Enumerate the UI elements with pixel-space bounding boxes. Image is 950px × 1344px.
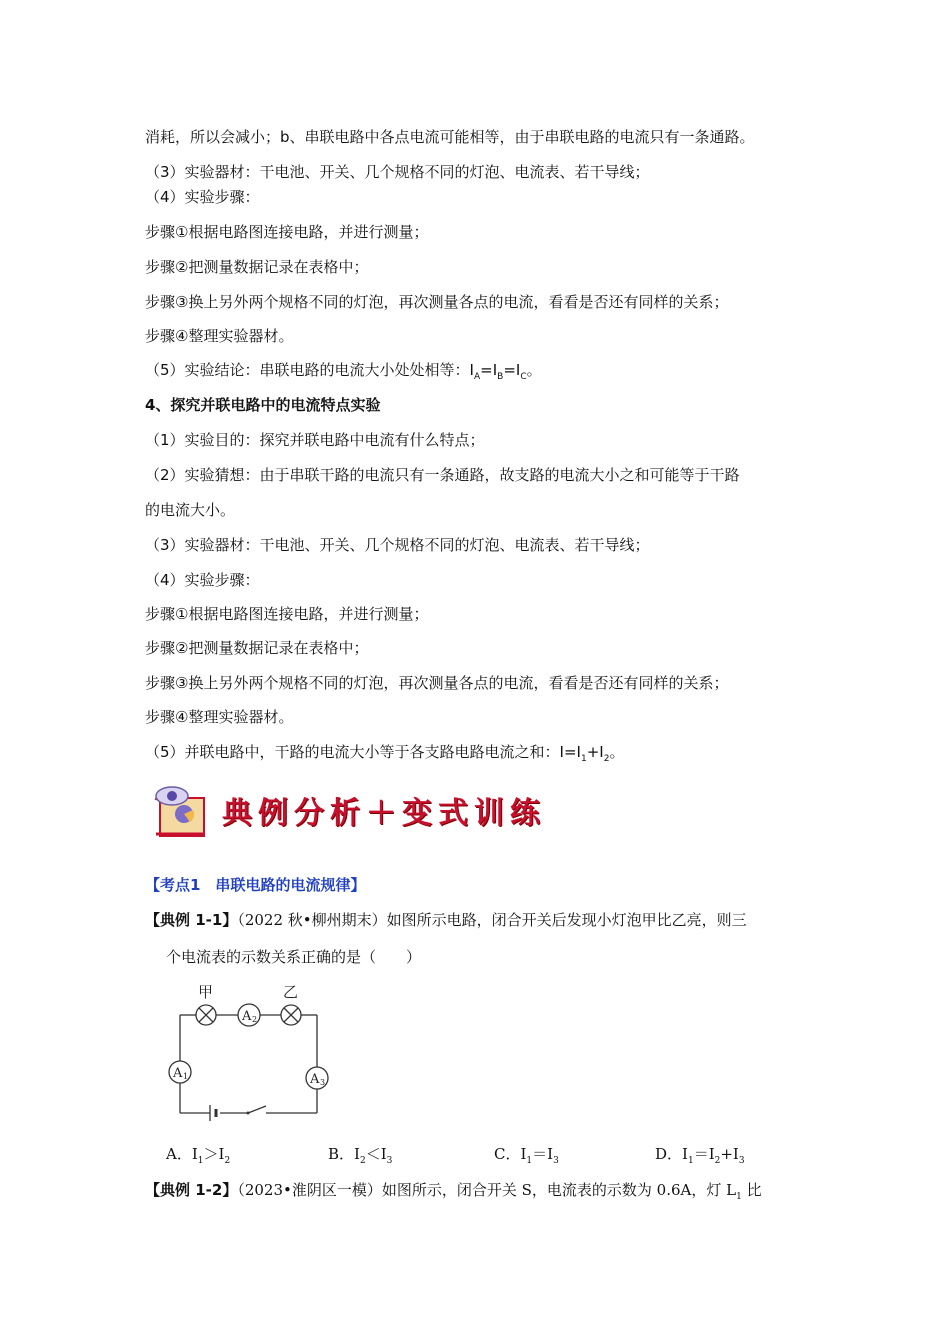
svg-text:A: A [310, 1072, 320, 1087]
text-line: 步骤④整理实验器材。 [145, 327, 294, 345]
example-tag: 【典例 1-1】 [145, 911, 238, 929]
text-line: 步骤①根据电路图连接电路，并进行测量； [145, 223, 429, 241]
example-1-2 [145, 1180, 762, 1207]
text-line: 步骤①根据电路图连接电路，并进行测量； [145, 605, 429, 623]
text-line: （2）实验猜想：由于串联干路的电流只有一条通路，故支路的电流大小之和可能等于干路 [145, 466, 740, 484]
conclusion-line [145, 360, 542, 387]
circuit-diagram [160, 975, 340, 1125]
option-c: C．$I_1=I_3$ [494, 1145, 559, 1166]
lamp-jia [196, 1005, 216, 1025]
svg-text:1: 1 [183, 1072, 189, 1081]
example-question: （2023•淮阴区一模）如图所示，闭合开关 S，电流表的示数为 0.6A，灯 $L_1$ 比 [237, 1181, 762, 1202]
svg-text:A: A [173, 1066, 183, 1081]
example-1-1 [145, 910, 747, 930]
banner-title: 典例分析＋变式训练 [222, 796, 546, 831]
example-question: （2022 秋•柳州期末）如图所示电路，闭合开关后发现小灯泡甲比乙亮，则三 [237, 911, 747, 929]
example-tag: 【典例 1-2】 [145, 1181, 238, 1199]
option-d: D．$I_1=I_2+I_3$ [655, 1145, 745, 1166]
conclusion-formula: $I_A=I_B=I_C$。 [469, 361, 542, 382]
text-line: （3）实验器材：干电池、开关、几个规格不同的灯泡、电流表、若干导线； [145, 536, 650, 554]
svg-text:A: A [242, 1009, 252, 1024]
text-line: 步骤②把测量数据记录在表格中； [145, 258, 369, 276]
banner-icon [152, 780, 214, 840]
text-line: 步骤③换上另外两个规格不同的灯泡，再次测量各点的电流，看看是否还有同样的关系； [145, 674, 729, 692]
conclusion-text: （5）并联电路中，干路的电流大小等于各支路电路电流之和： [145, 743, 560, 761]
text-line: 的电流大小。 [145, 501, 236, 519]
text-line: 步骤③换上另外两个规格不同的灯泡，再次测量各点的电流，看看是否还有同样的关系； [145, 293, 729, 311]
conclusion-text: （5）实验结论：串联电路的电流大小处处相等： [145, 361, 470, 379]
option-b: B．$I_2<I_3$ [328, 1145, 393, 1166]
option-a: A．$I_1>I_2$ [166, 1145, 231, 1166]
text-line: 消耗，所以会减小；b、串联电路中各点电流可能相等，由于串联电路的电流只有一条通路。 [145, 128, 755, 146]
section-banner [152, 780, 552, 840]
ammeter-a2 [238, 1004, 260, 1026]
example-question-cont: 个电流表的示数关系正确的是（ ） [166, 948, 422, 966]
lamp-label-yi: 乙 [283, 983, 299, 1001]
text-line: 步骤④整理实验器材。 [145, 708, 294, 726]
text-line: （4）实验步骤： [145, 571, 260, 589]
svg-text:2: 2 [252, 1015, 258, 1024]
text-line: 步骤②把测量数据记录在表格中； [145, 639, 369, 657]
conclusion-line [145, 742, 624, 769]
kaodian-heading: 【考点1 串联电路的电流规律】 [145, 876, 366, 894]
text-line: （1）实验目的：探究并联电路中电流有什么特点； [145, 431, 485, 449]
text-line: （3）实验器材：干电池、开关、几个规格不同的灯泡、电流表、若干导线； [145, 163, 650, 181]
svg-text:3: 3 [320, 1078, 326, 1087]
lamp-yi [281, 1005, 301, 1025]
conclusion-formula: $I=I_1+I_2$。 [559, 743, 625, 764]
ammeter-a3 [306, 1067, 328, 1089]
section-heading: 4、探究并联电路中的电流特点实验 [145, 396, 381, 414]
ammeter-a1 [169, 1061, 191, 1083]
text-line: （4）实验步骤： [145, 188, 260, 206]
lamp-label-jia: 甲 [198, 983, 214, 1001]
